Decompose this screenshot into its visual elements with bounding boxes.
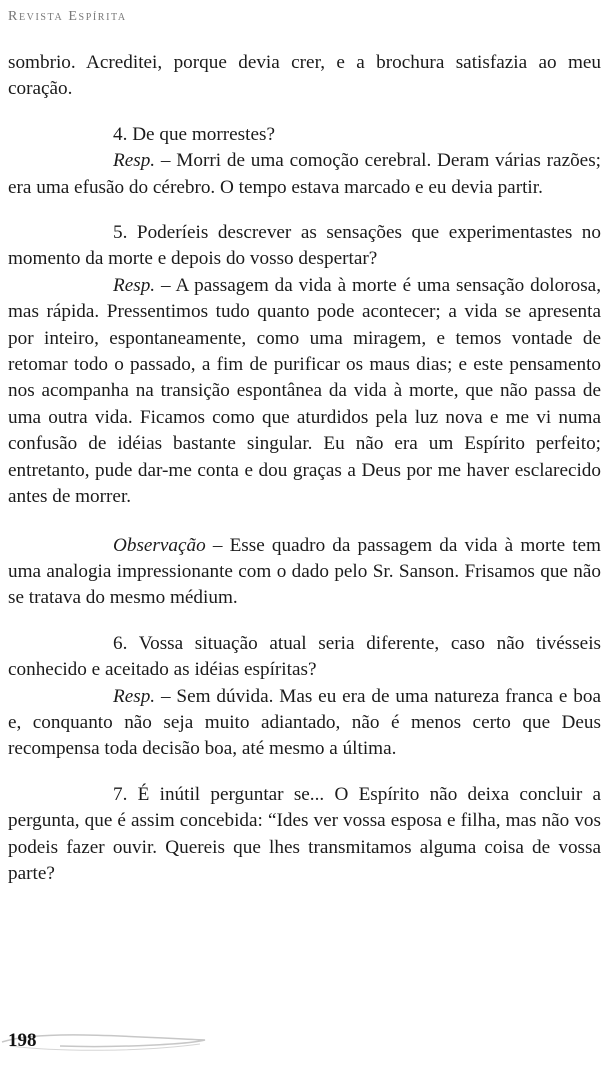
- observation-text: – Esse quadro da passagem da vida à morte tem uma analogia impressionante com o dado pelo Sr. Sanson. Frisamos que não se tratava do mesmo médium.: [8, 534, 601, 609]
- question-4: 4. De que morrestes?: [113, 123, 275, 145]
- answer-4: [8, 148, 601, 201]
- question-5: 5. Poderíeis descrever as sensações que experimentastes no momento da morte e depois do vosso despertar?: [8, 222, 601, 270]
- page-number: 198: [8, 1030, 37, 1051]
- answer-text: – A passagem da vida à morte é uma sensação dolorosa, mas rápida. Pressentimos tudo quanto pode acontecer; a vida se apresenta por inteiro, espontaneamente, como uma miragem, e temos vontade de retomar todo o passado, a fim de purificar os maus dias; e este pensamento nos acompanha na transição espontânea da vida à morte, que não passa de uma outra vida. Ficamos como que aturdidos pela luz nova e me vi numa confusão de idéias bastante singular. Eu não era um Espírito perfeito; entretanto, pude dar-me conta e dou graças a Deus por me haver esclarecido antes de morrer.: [8, 274, 601, 508]
- page-body: [8, 50, 601, 887]
- answer-6: [8, 684, 601, 763]
- question-7: 7. É inútil perguntar se... O Espírito não deixa concluir a pergunta, que é assim concebida: “Ides ver vossa esposa e filha, mas não vos podeis fazer ouvir. Quereis que lhes transmitamos alguma coisa de vossa parte?: [8, 783, 601, 884]
- running-head: Revista Espírita: [8, 9, 127, 24]
- question-6: 6. Vossa situação atual seria diferente, caso não tivésseis conhecido e aceitado as idéias espíritas?: [8, 632, 601, 681]
- answer-text: – Morri de uma comoção cerebral. Deram várias razões; era uma efusão do cérebro. O tempo estava marcado e eu devia partir.: [8, 150, 601, 198]
- observation-label: Observação: [113, 534, 206, 556]
- paragraph-continuation: sombrio. Acreditei, porque devia crer, e a brochura satisfazia ao meu coração.: [8, 52, 601, 100]
- resp-label: Resp.: [113, 685, 156, 707]
- answer-text: – Sem dúvida. Mas eu era de uma natureza franca e boa e, conquanto não seja muito adiantado, não é menos certo que Deus recompensa toda decisão boa, até mesmo a última.: [8, 685, 601, 760]
- observation: [8, 533, 601, 612]
- resp-label: Resp.: [113, 150, 156, 172]
- resp-label: Resp.: [113, 274, 156, 296]
- answer-5: [8, 273, 601, 511]
